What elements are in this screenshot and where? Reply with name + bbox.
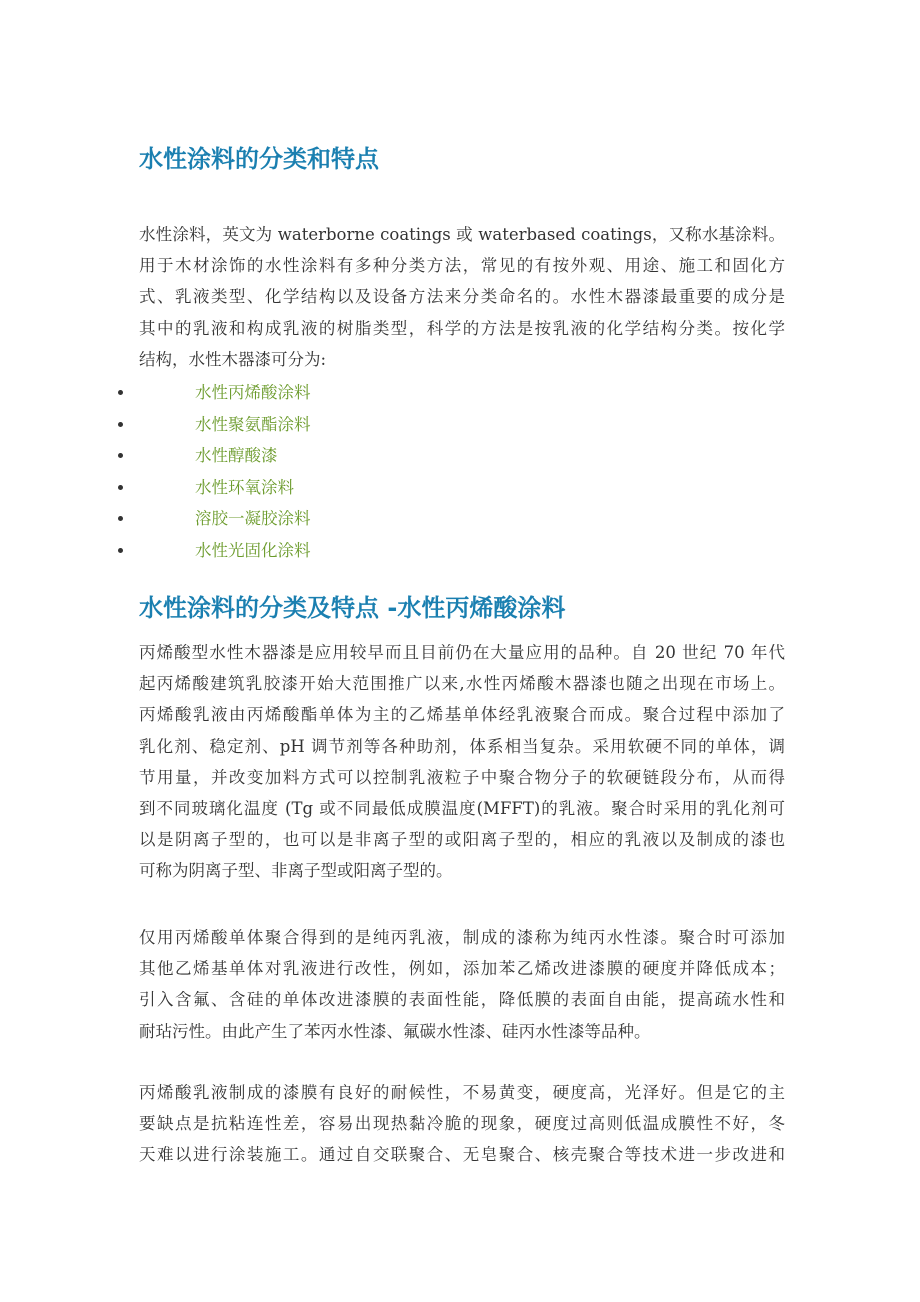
text-line: 起丙烯酸建筑乳胶漆开始大范围推广以来,水性丙烯酸木器漆也随之出现在市场上。 [139, 674, 785, 694]
text-line: 用于木材涂饰的水性涂料有多种分类方法，常见的有按外观、用途、施工和固化方 [139, 256, 785, 276]
acrylic-properties-paragraph [139, 1077, 785, 1171]
text-line: 丙烯酸乳液制成的漆膜有良好的耐候性，不易黄变，硬度高，光泽好。但是它的主 [139, 1083, 785, 1102]
text-line: 其他乙烯基单体对乳液进行改性，例如，添加苯乙烯改进漆膜的硬度并降低成本； [139, 959, 785, 979]
text-line: 仅用丙烯酸单体聚合得到的是纯丙乳液，制成的漆称为纯丙水性漆。聚合时可添加 [139, 928, 785, 947]
text-line: 耐玷污性。由此产生了苯丙水性漆、氟碳水性漆、硅丙水性漆等品种。 [139, 1021, 651, 1041]
bullet-icon [118, 390, 123, 395]
bullet-icon [118, 516, 123, 521]
section-heading-classification: 水性涂料的分类和特点 [139, 145, 379, 173]
text-line: 乳化剂、稳定剂、pH 调节剂等各种助剂，体系相当复杂。采用软硬不同的单体，调 [139, 736, 785, 756]
text-line: 可称为阴离子型、非离子型或阳离子型的。 [139, 861, 453, 881]
list-item-label: 水性光固化涂料 [195, 540, 311, 560]
acrylic-modification-paragraph [139, 922, 785, 1047]
list-item-label: 水性醇酸漆 [195, 446, 278, 465]
text-line: 引入含氟、含硅的单体改进漆膜的表面性能，降低膜的表面自由能，提高疏水性和 [139, 990, 785, 1010]
text-line: 水性涂料，英文为 waterborne coatings 或 waterbased coatings，又称水基涂料。 [139, 225, 785, 244]
text-line: 其中的乳液和构成乳液的树脂类型，科学的方法是按乳液的化学结构分类。按化学 [139, 318, 785, 338]
text-line: 丙烯酸型水性木器漆是应用较早而且目前仍在大量应用的品种。自 20 世纪 70 年代 [139, 643, 785, 662]
section-heading-acrylic: 水性涂料的分类及特点 -水性丙烯酸涂料 [139, 594, 566, 622]
bullet-icon [118, 485, 123, 490]
text-line: 天难以进行涂装施工。通过自交联聚合、无皂聚合、核壳聚合等技术进一步改进和 [139, 1145, 785, 1165]
acrylic-intro-paragraph [139, 637, 785, 887]
text-line: 丙烯酸乳液由丙烯酸酯单体为主的乙烯基单体经乳液聚合而成。聚合过程中添加了 [139, 705, 785, 725]
list-item-label: 水性聚氨酯涂料 [195, 414, 311, 434]
text-line: 结构，水性木器漆可分为: [139, 349, 327, 369]
bullet-icon [118, 548, 123, 553]
list-item-label: 溶胶一凝胶涂料 [195, 509, 311, 528]
list-item-label: 水性丙烯酸涂料 [195, 383, 311, 402]
bullet-icon [118, 422, 123, 427]
list-item-label: 水性环氧涂料 [195, 477, 294, 497]
intro-paragraph [139, 219, 785, 375]
text-line: 以是阴离子型的，也可以是非离子型的或阳离子型的，相应的乳液以及制成的漆也 [139, 830, 785, 850]
text-line: 式、乳液类型、化学结构以及设备方法来分类命名的。水性木器漆最重要的成分是 [139, 287, 785, 307]
text-line: 要缺点是抗粘连性差，容易出现热黏冷脆的现象，硬度过高则低温成膜性不好，冬 [139, 1114, 785, 1134]
text-line: 节用量，并改变加料方式可以控制乳液粒子中聚合物分子的软硬链段分布，从而得 [139, 767, 785, 787]
bullet-icon [118, 453, 123, 458]
text-line: 到不同玻璃化温度 (Tg 或不同最低成膜温度(MFFT)的乳液。聚合时采用的乳化剂可 [139, 799, 785, 819]
